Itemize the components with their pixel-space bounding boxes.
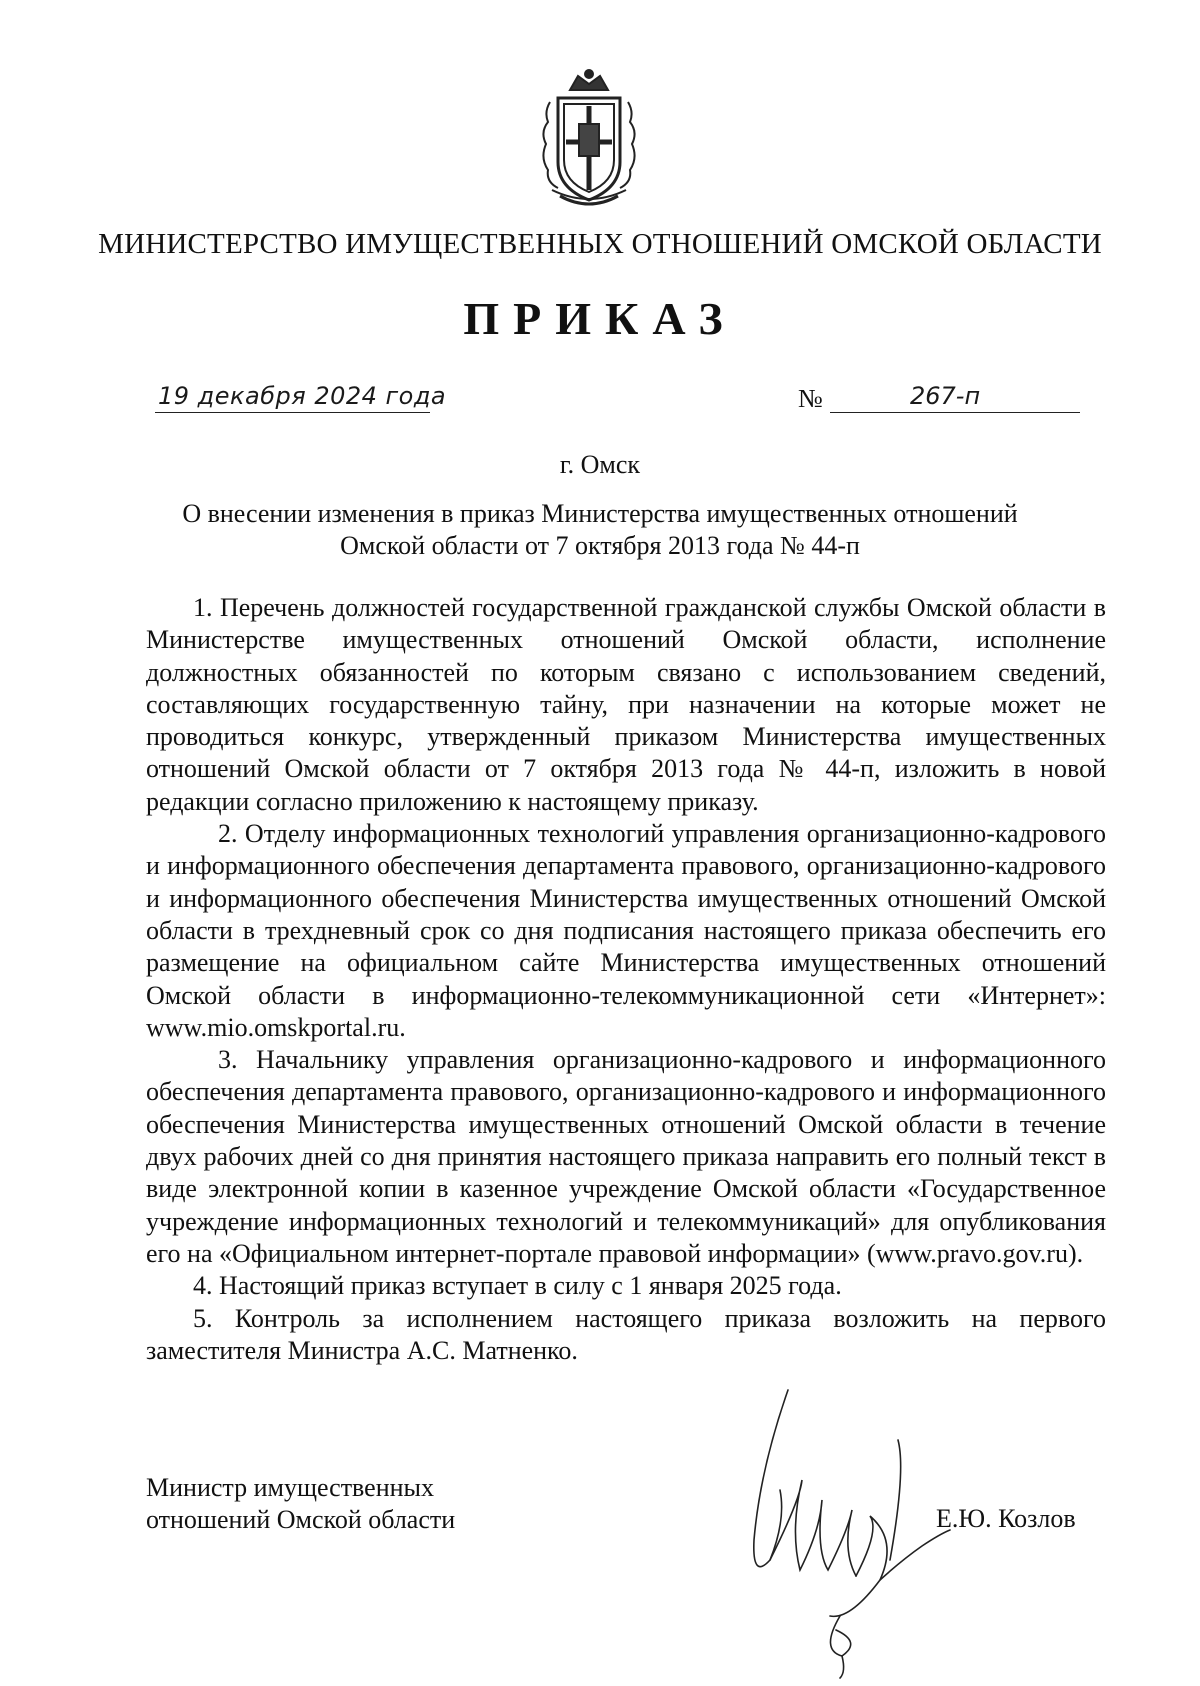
signer-position-line-1: Министр имущественных — [146, 1473, 435, 1502]
ministry-name: МИНИСТЕРСТВО ИМУЩЕСТВЕННЫХ ОТНОШЕНИЙ ОМСКОЙ ОБЛАСТИ — [98, 228, 1102, 260]
paragraph-2: 2. Отделу информационных технологий управления организационно-кадрового и информационного обеспечения департамента правового, организационно-кадрового и информационного обеспечения Министерства имущественных отношений Омской области в трехдневный срок со дня подписания настоящего приказа обеспечить его размещение на официальном сайте Министерства имущественных отношений Омской области в информационно-телекоммуникационной сети «Интернет»: www.mio.omskportal.ru. — [146, 819, 1106, 1042]
paragraph-4: 4. Настоящий приказ вступает в силу с 1 января 2025 года. — [193, 1271, 842, 1301]
paragraph-1: 1. Перечень должностей государственной гражданской службы Омской области в Министерстве имущественных отношений Омской области, исполнение должностных обязанностей по которым связано с использованием сведений, составляющих государственную тайну, при назначении на которые может не проводиться конкурс, утвержденный приказом Министерства имущественных отношений Омской области от 7 октября 2013 года № 44-п, изложить в новой редакции согласно приложению к настоящему приказу. — [146, 593, 1106, 816]
subject-line-2: Омской области от 7 октября 2013 года № 44-п — [340, 531, 860, 560]
order-number-field — [830, 380, 1080, 413]
signer-position-line-2: отношений Омской области — [146, 1505, 456, 1534]
handwritten-signature — [730, 1380, 960, 1680]
document-type: ПРИКАЗ — [463, 293, 737, 344]
order-number: 267-п — [910, 382, 981, 410]
number-sign: № — [798, 384, 823, 413]
signer-name: Е.Ю. Козлов — [936, 1504, 1076, 1533]
paragraph-5: 5. Контроль за исполнением настоящего приказа возложить на первого заместителя Министра А.С. Матненко. — [146, 1303, 1106, 1365]
order-subject — [120, 498, 1080, 562]
signer-position — [146, 1472, 455, 1536]
paragraph-3: 3. Начальнику управления организационно-кадрового и информационного обеспечения департамента правового, организационно-кадрового и информационного обеспечения Министерства имущественных отношений Омской области в течение двух рабочих дней со дня принятия настоящего приказа направить его полный текст в виде электронной копии в казенное учреждение Омской области «Государственное учреждение информационных технологий и телекоммуникаций» для опубликования его на «Официальном интернет-портале правовой информации» (www.pravo.gov.ru). — [146, 1045, 1106, 1268]
order-date: 19 декабря 2024 года — [158, 382, 447, 410]
coat-of-arms-emblem — [530, 62, 648, 212]
order-body — [146, 592, 1106, 1367]
city: г. Омск — [559, 450, 641, 479]
subject-line-1: О внесении изменения в приказ Министерства имущественных отношений — [182, 499, 1018, 528]
order-date-field — [155, 380, 447, 413]
